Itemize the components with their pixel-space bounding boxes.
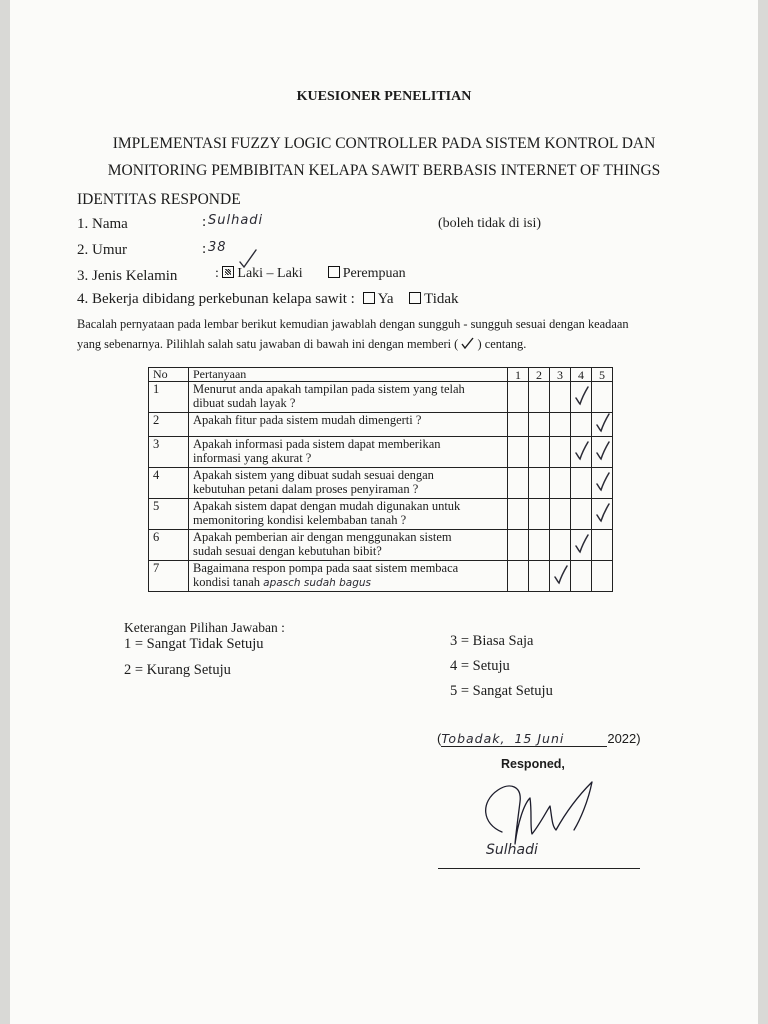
row-question-line-2: kondisi tanah bbox=[193, 575, 261, 589]
research-title-line-1: IMPLEMENTASI FUZZY LOGIC CONTROLLER PADA SISTEM KONTROL DAN bbox=[112, 135, 656, 152]
tick-mark-icon bbox=[595, 503, 610, 523]
work-yes-checkbox[interactable] bbox=[363, 292, 375, 304]
place-date-line bbox=[437, 731, 641, 747]
age-value[interactable]: 38 bbox=[208, 240, 227, 255]
row-question-line-2: sudah sesuai dengan kebutuhan bibit? bbox=[193, 544, 382, 558]
work-label: 4. Bekerja dibidang perkebunan kelapa sawit : bbox=[77, 291, 355, 307]
answer-cell-3[interactable] bbox=[550, 468, 571, 499]
answer-cell-4[interactable] bbox=[571, 437, 592, 468]
answer-cell-5[interactable] bbox=[592, 413, 613, 437]
header-scale-2: 2 bbox=[529, 368, 550, 382]
legend-item-2: 2 = Kurang Setuju bbox=[124, 662, 231, 678]
answer-cell-1[interactable] bbox=[508, 437, 529, 468]
checkmark-icon bbox=[461, 337, 474, 349]
row-question bbox=[189, 530, 508, 561]
answer-cell-4[interactable] bbox=[571, 530, 592, 561]
answer-cell-5[interactable] bbox=[592, 468, 613, 499]
header-scale-5: 5 bbox=[592, 368, 613, 382]
row-question-line-2: kebutuhan petani dalam proses penyiraman ? bbox=[193, 482, 419, 496]
answer-cell-4[interactable] bbox=[571, 561, 592, 592]
year-value: 2022) bbox=[607, 731, 641, 746]
answer-cell-5[interactable] bbox=[592, 382, 613, 413]
header-scale-4: 4 bbox=[571, 368, 592, 382]
date-value: 15 Juni bbox=[514, 731, 565, 746]
row-question bbox=[189, 561, 508, 592]
answer-cell-2[interactable] bbox=[529, 468, 550, 499]
answer-cell-1[interactable] bbox=[508, 499, 529, 530]
answer-cell-5[interactable] bbox=[592, 437, 613, 468]
header-question: Pertanyaan bbox=[189, 368, 508, 382]
row-number: 4 bbox=[149, 468, 189, 499]
row-number: 3 bbox=[149, 437, 189, 468]
tick-mark-icon bbox=[595, 413, 610, 433]
gender-label: 3. Jenis Kelamin bbox=[77, 268, 178, 284]
legend-item-1: 1 = Sangat Tidak Setuju bbox=[124, 636, 264, 652]
answer-cell-2[interactable] bbox=[529, 530, 550, 561]
questionnaire-paper bbox=[10, 0, 758, 1024]
answer-cell-2[interactable] bbox=[529, 437, 550, 468]
row-question bbox=[189, 499, 508, 530]
gender-male-label: Laki – Laki bbox=[237, 266, 303, 281]
instruction-line-2 bbox=[77, 337, 526, 352]
signature-icon bbox=[470, 772, 610, 852]
document-title: KUESIONER PENELITIAN bbox=[296, 89, 472, 104]
signature-line bbox=[438, 868, 640, 869]
row-question bbox=[189, 437, 508, 468]
row-number: 2 bbox=[149, 413, 189, 437]
row-number: 7 bbox=[149, 561, 189, 592]
place-date-value[interactable] bbox=[441, 731, 607, 747]
row-number: 6 bbox=[149, 530, 189, 561]
gender-female-label: Perempuan bbox=[342, 266, 406, 281]
answer-cell-3[interactable] bbox=[550, 437, 571, 468]
legend-item-3: 3 = Biasa Saja bbox=[450, 633, 534, 649]
answer-cell-4[interactable] bbox=[571, 468, 592, 499]
place-date-open-paren: ( bbox=[437, 731, 442, 746]
answer-cell-1[interactable] bbox=[508, 413, 529, 437]
row-question-line-2: dibuat sudah layak ? bbox=[193, 396, 296, 410]
age-colon: : bbox=[202, 241, 207, 257]
table-row bbox=[149, 561, 613, 592]
header-scale-3: 3 bbox=[550, 368, 571, 382]
answer-cell-3[interactable] bbox=[550, 499, 571, 530]
answer-cell-2[interactable] bbox=[529, 413, 550, 437]
gender-options: : Laki – Laki Perempuan bbox=[215, 266, 406, 281]
row-question-line-1: Apakah sistem dapat dengan mudah digunakan untuk bbox=[193, 499, 461, 513]
row-question-line-1: Apakah sistem yang dibuat sudah sesuai dengan bbox=[193, 468, 434, 482]
tick-mark-icon bbox=[574, 441, 589, 461]
identity-heading: IDENTITAS RESPONDE bbox=[77, 191, 241, 208]
research-title-line-2: MONITORING PEMBIBITAN KELAPA SAWIT BERBASIS INTERNET OF THINGS bbox=[107, 162, 661, 179]
answer-cell-3[interactable] bbox=[550, 561, 571, 592]
work-question bbox=[77, 291, 459, 308]
answer-cell-3[interactable] bbox=[550, 413, 571, 437]
row-question-line-1: Menurut anda apakah tampilan pada sistem yang telah bbox=[193, 382, 465, 396]
table-row bbox=[149, 468, 613, 499]
row-question-line-1: Apakah informasi pada sistem dapat memberikan bbox=[193, 437, 441, 451]
signature-name: Sulhadi bbox=[486, 842, 538, 858]
answer-cell-3[interactable] bbox=[550, 530, 571, 561]
answer-cell-1[interactable] bbox=[508, 561, 529, 592]
tick-mark-icon bbox=[595, 472, 610, 492]
place-value: Tobadak, bbox=[441, 731, 506, 746]
answer-cell-5[interactable] bbox=[592, 561, 613, 592]
instruction-line-1: Bacalah pernyataan pada lembar berikut kemudian jawablah dengan sungguh - sungguh sesuai dengan keadaan bbox=[77, 317, 629, 331]
name-colon: : bbox=[202, 214, 207, 230]
answer-cell-1[interactable] bbox=[508, 382, 529, 413]
header-scale-1: 1 bbox=[508, 368, 529, 382]
work-no-label: Tidak bbox=[424, 291, 459, 307]
row-question bbox=[189, 468, 508, 499]
questionnaire-table bbox=[148, 367, 613, 592]
name-label: 1. Nama bbox=[77, 216, 128, 232]
legend-heading: Keterangan Pilihan Jawaban : bbox=[124, 620, 285, 635]
age-label: 2. Umur bbox=[77, 242, 127, 258]
instruction-text-b: ) centang. bbox=[477, 337, 527, 351]
gender-male-tick-icon bbox=[238, 248, 258, 270]
row-question-handwritten-answer[interactable]: apasch sudah bagus bbox=[263, 577, 372, 589]
answer-cell-5[interactable] bbox=[592, 530, 613, 561]
row-number: 5 bbox=[149, 499, 189, 530]
gender-female-checkbox[interactable] bbox=[328, 266, 340, 278]
row-question bbox=[189, 413, 508, 437]
row-question-line-2: memonitoring kondisi kelembaban tanah ? bbox=[193, 513, 407, 527]
row-question bbox=[189, 382, 508, 413]
answer-cell-2[interactable] bbox=[529, 561, 550, 592]
answer-cell-4[interactable] bbox=[571, 382, 592, 413]
gender-male-checkbox[interactable] bbox=[222, 266, 234, 278]
answer-cell-5[interactable] bbox=[592, 499, 613, 530]
table-row bbox=[149, 530, 613, 561]
responden-label: Responed, bbox=[501, 757, 565, 771]
table-row bbox=[149, 413, 613, 437]
row-question-line-1: Bagaimana respon pompa pada saat sistem membaca bbox=[193, 561, 459, 575]
row-question-line-1: Apakah pemberian air dengan menggunakan sistem bbox=[193, 530, 452, 544]
answer-cell-2[interactable] bbox=[529, 382, 550, 413]
answer-cell-2[interactable] bbox=[529, 499, 550, 530]
table-row bbox=[149, 499, 613, 530]
header-no: No bbox=[149, 368, 189, 382]
answer-cell-3[interactable] bbox=[550, 382, 571, 413]
row-number: 1 bbox=[149, 382, 189, 413]
name-note: (boleh tidak di isi) bbox=[438, 216, 542, 231]
row-question-line-2: informasi yang akurat ? bbox=[193, 451, 312, 465]
tick-mark-icon bbox=[574, 534, 589, 554]
table-row bbox=[149, 437, 613, 468]
work-yes-label: Ya bbox=[377, 291, 394, 307]
table-row bbox=[149, 382, 613, 413]
name-value[interactable]: Sulhadi bbox=[208, 213, 264, 228]
answer-cell-1[interactable] bbox=[508, 468, 529, 499]
instruction-text-a: yang sebenarnya. Pilihlah salah satu jawaban di bawah ini dengan memberi ( bbox=[77, 337, 459, 351]
legend-item-4: 4 = Setuju bbox=[450, 658, 510, 674]
table-header-row bbox=[149, 368, 613, 382]
tick-mark-icon bbox=[553, 565, 568, 585]
answer-cell-4[interactable] bbox=[571, 499, 592, 530]
row-question-line-1: Apakah fitur pada sistem mudah dimengerti ? bbox=[193, 413, 422, 427]
answer-cell-4[interactable] bbox=[571, 413, 592, 437]
tick-mark-icon bbox=[574, 386, 589, 406]
work-no-checkbox[interactable] bbox=[409, 292, 421, 304]
tick-mark-icon bbox=[595, 441, 610, 461]
legend-item-5: 5 = Sangat Setuju bbox=[450, 683, 553, 699]
answer-cell-1[interactable] bbox=[508, 530, 529, 561]
